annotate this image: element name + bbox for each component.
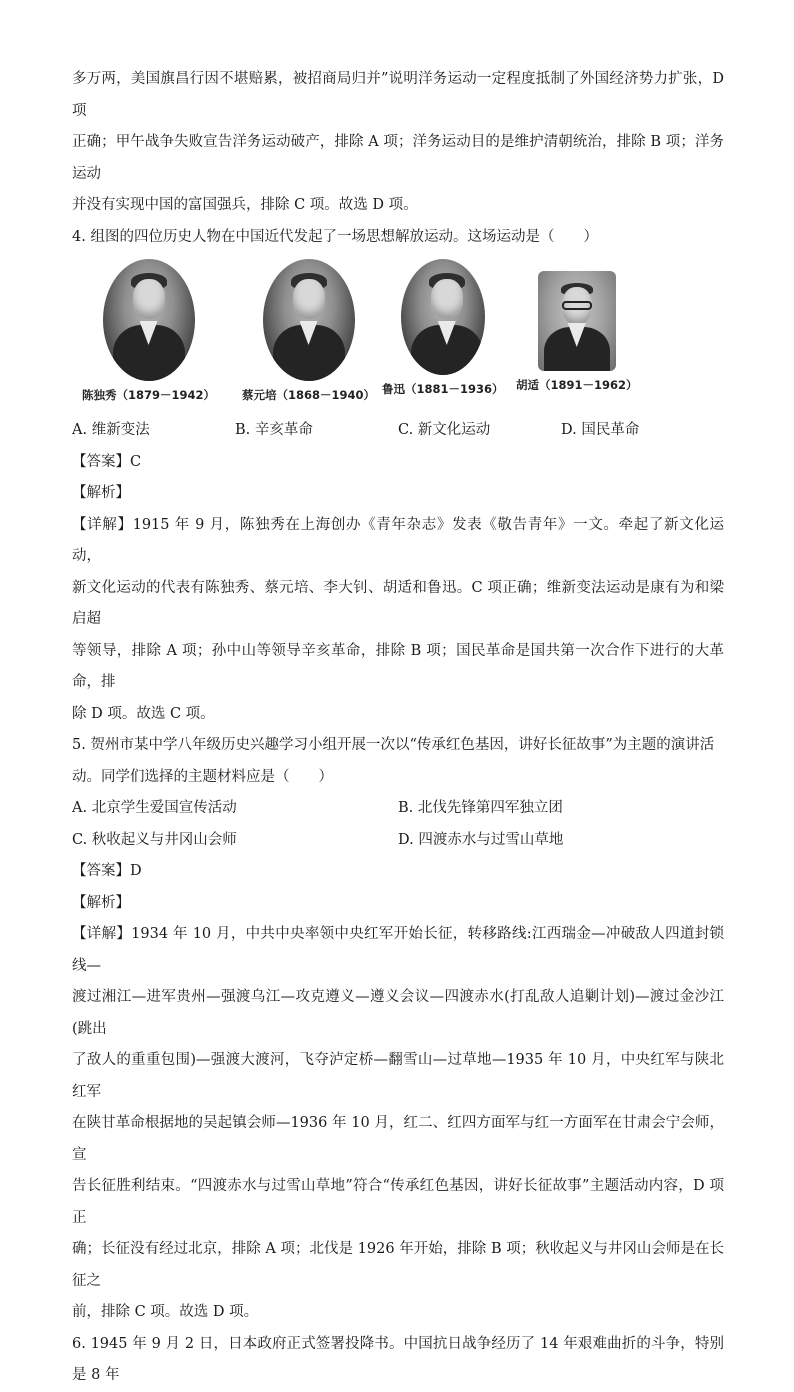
option-a: A. 北京学生爱国宣传活动 (72, 800, 237, 816)
portrait-caption: 鲁迅（1881－1936） (382, 382, 504, 396)
portrait-photo-icon (103, 259, 195, 381)
text-line: 正确；甲午战争失败宣告洋务运动破产，排除 A 项；洋务运动目的是维护清朝统治，排除 B 项；洋务运动 (72, 134, 724, 182)
portrait-chen-duxiu (82, 259, 215, 403)
analysis-label: 【解析】 (72, 894, 130, 911)
detail-line: 告长征胜利结束。“四渡赤水与过雪山草地”符合“传承红色基因，讲好长征故事”主题活动内容，D 项正 (72, 1178, 724, 1226)
option-b: B. 北伐先锋第四军独立团 (398, 800, 563, 816)
option-d: D. 国民革命 (561, 422, 640, 438)
detail-line: 等领导，排除 A 项；孙中山等领导辛亥革命，排除 B 项；国民革命是国共第一次合作下进行的大革命，排 (72, 642, 724, 690)
portrait-photo-icon (263, 259, 355, 381)
option-b: B. 辛亥革命 (235, 422, 313, 438)
option-d: D. 四渡赤水与过雪山草地 (398, 831, 564, 848)
portrait-caption: 蔡元培（1868－1940） (242, 388, 376, 402)
option-a: A. 维新变法 (72, 422, 150, 438)
portrait-photo-glasses-icon (538, 271, 616, 371)
question-4-options (72, 415, 724, 447)
portrait-cai-yuanpei (242, 259, 375, 403)
detail-line: 渡过湘江—进军贵州—强渡乌江—攻克遵义—遵义会议—四渡赤水(打乱敌人追剿计划)—渡过金沙江(跳出 (72, 989, 724, 1037)
answer-label: 【答案】D (72, 863, 142, 879)
option-c: C. 秋收起义与井冈山会师 (72, 831, 237, 848)
portrait-lu-xun (382, 259, 504, 397)
detail-line: 除 D 项。故选 C 项。 (72, 705, 215, 722)
detail-line: 新文化运动的代表有陈独秀、蔡元培、李大钊、胡适和鲁迅。C 项正确；维新变法运动是康有为和梁启超 (72, 579, 724, 627)
answer-label: 【答案】C (72, 453, 142, 470)
text-line: 多万两，美国旗昌行因不堪赔累，被招商局归并”说明洋务运动一定程度抵制了外国经济势力扩张，D 项 (72, 71, 724, 119)
detail-line: 了敌人的重重包围)—强渡大渡河，飞夺泸定桥—翻雪山—过草地—1935 年 10 月，中央红军与陕北红军 (72, 1052, 724, 1100)
portrait-photo-icon (401, 259, 485, 375)
question-5-options-row (72, 793, 724, 825)
question-5-options-row (72, 825, 724, 857)
detail-line: 确；长征没有经过北京，排除 A 项；北伐是 1926 年开始，排除 B 项；秋收起义与井冈山会师是在长征之 (72, 1241, 724, 1289)
portrait-hu-shi (516, 259, 638, 393)
question-5-stem: 动。同学们选择的主题材料应是（ ） (72, 768, 333, 785)
portrait-group (72, 259, 724, 411)
detail-line: 【详解】1934 年 10 月，中共中央率领中央红军开始长征，转移路线:江西瑞金—冲破敌人四道封锁线— (72, 926, 724, 974)
portrait-caption: 胡适（1891－1962） (516, 378, 638, 392)
question-4-stem: 4. 组图的四位历史人物在中国近代发起了一场思想解放运动。这场运动是（ ） (72, 228, 598, 245)
detail-line: 【详解】1915 年 9 月，陈独秀在上海创办《青年杂志》发表《敬告青年》一文。牵起了新文化运动， (72, 516, 724, 564)
analysis-label: 【解析】 (72, 485, 130, 501)
document-page (72, 64, 724, 1392)
detail-line: 前，排除 C 项。故选 D 项。 (72, 1304, 259, 1320)
question-5-stem: 5. 贺州市某中学八年级历史兴趣学习小组开展一次以“传承红色基因，讲好长征故事”为主题的演讲活 (72, 737, 715, 753)
text-line: 并没有实现中国的富国强兵，排除 C 项。故选 D 项。 (72, 197, 418, 213)
option-c: C. 新文化运动 (398, 422, 491, 438)
portrait-caption: 陈独秀（1879－1942） (82, 388, 216, 402)
question-6-stem: 6. 1945 年 9 月 2 日，日本政府正式签署投降书。中国抗日战争经历了 14 年艰难曲折的斗争，特别是 8 年 (72, 1335, 724, 1383)
detail-line: 在陕甘革命根据地的吴起镇会师—1936 年 10 月，红二、红四方面军与红一方面军在甘肃会宁会师，宣 (72, 1115, 724, 1163)
